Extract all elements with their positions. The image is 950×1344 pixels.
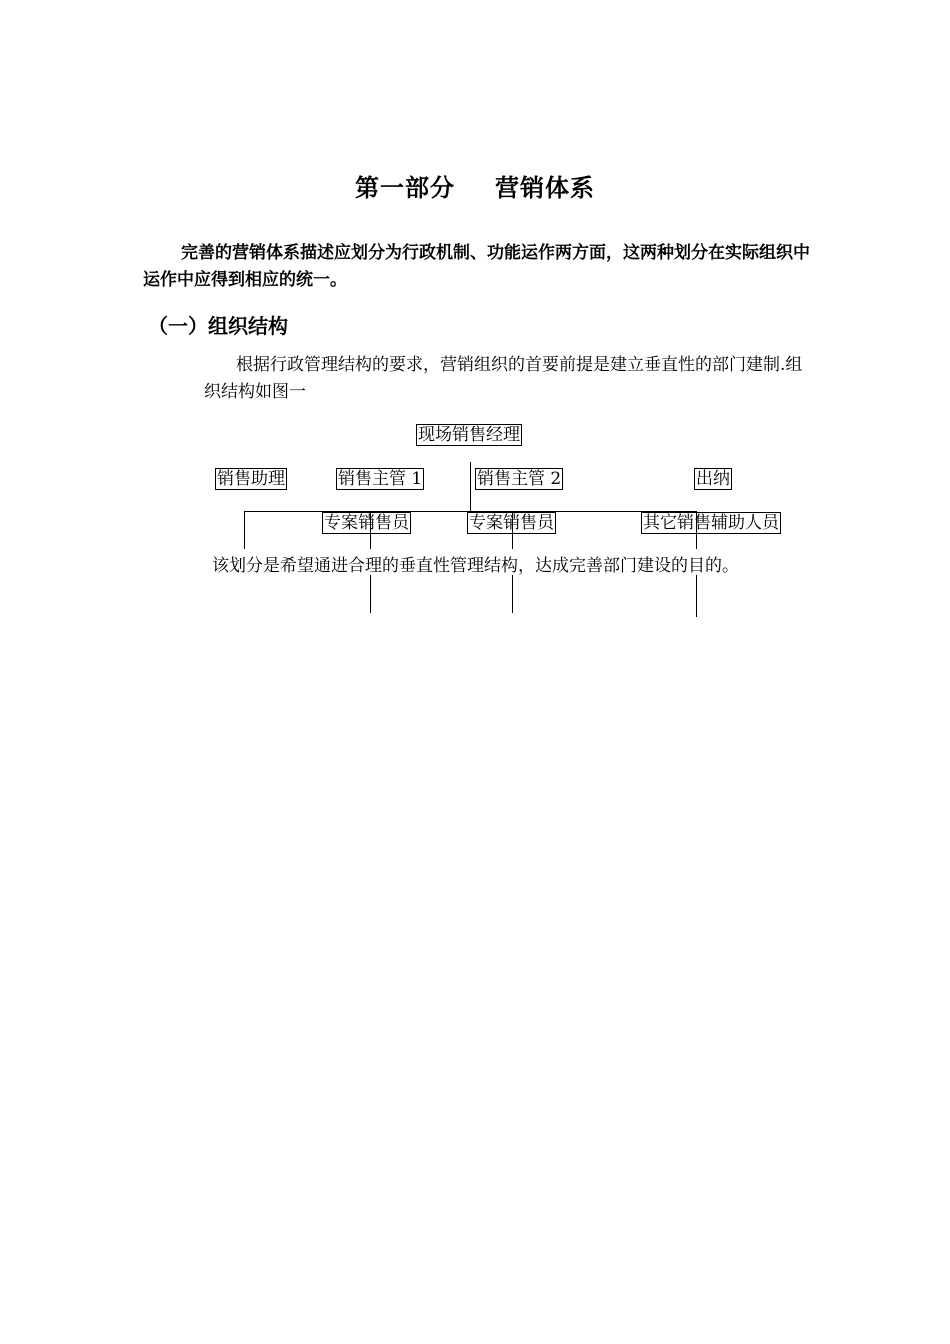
connector-left-down: [244, 511, 245, 549]
connector-lower-1: [370, 575, 371, 613]
org-node-root: 现场销售经理: [418, 425, 520, 445]
org-node-cashier: 出纳: [696, 469, 730, 489]
title-name: 营销体系: [495, 174, 595, 202]
section-heading: （一）组织结构: [148, 314, 288, 338]
connector-lower-3: [696, 575, 697, 617]
org-node-project-sales-2: 专案销售员: [469, 513, 554, 533]
org-node-supervisor-2: 销售主管 2: [477, 469, 562, 489]
connector-lower-2: [512, 575, 513, 613]
org-node-other-support: 其它销售辅助人员: [643, 513, 779, 533]
title-part: 第一部分: [355, 174, 455, 202]
intro-paragraph: 完善的营销体系描述应划分为行政机制、功能运作两方面，这两种划分在实际组织中运作中应得到相应的统一。: [143, 243, 810, 290]
closing-sentence: 该划分是希望通进合理的垂直性管理结构，达成完善部门建设的目的。: [212, 556, 739, 576]
connector-root-down: [470, 462, 471, 512]
org-node-project-sales-1: 专案销售员: [324, 513, 409, 533]
org-node-sales-assistant: 销售助理: [217, 469, 285, 489]
org-node-supervisor-1: 销售主管 1: [338, 469, 423, 489]
body-paragraph: 根据行政管理结构的要求，营销组织的首要前提是建立垂直性的部门建制.组织结构如图一: [204, 355, 803, 402]
